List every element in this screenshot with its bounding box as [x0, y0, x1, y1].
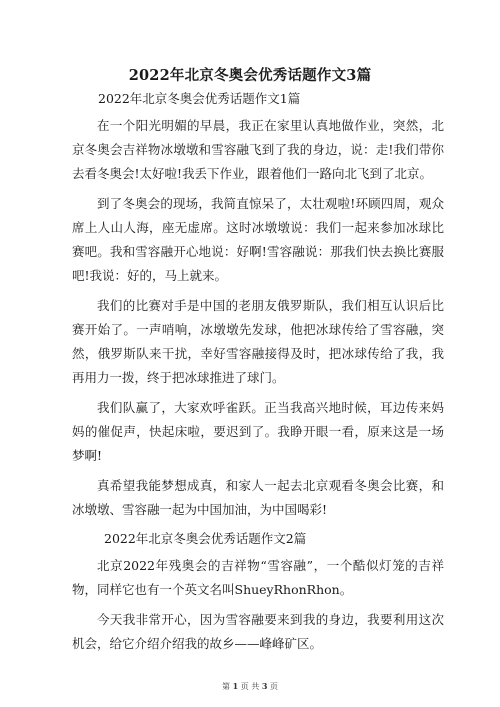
footer-suffix: 页 [269, 682, 278, 691]
section-heading-2: 2022年北京冬奥会优秀话题作文2篇 [104, 531, 307, 546]
paragraph: 我们的比赛对手是中国的老朋友俄罗斯队，我们相互认识后比赛开始了。一声哨响，冰墩墩先发球，他把冰球传给了雪容融，突然，俄罗斯队来干扰，幸好雪容融接得及时，把冰球传给了我，我再用力一拨，终于把冰球推进了球门。 [72, 298, 444, 385]
paragraph: 在一个阳光明媚的早晨，我正在家里认真地做作业，突然，北京冬奥会吉祥物冰墩墩和雪容融飞到了我的身边，说：走!我们带你去看冬奥会!太好啦!我丢下作业，跟着他们一路向北飞到了北京。 [72, 118, 444, 181]
paragraph: 真希望我能梦想成真，和家人一起去北京观看冬奥会比赛，和冰墩墩、雪容融一起为中国加油，为中国喝彩! [72, 478, 444, 517]
page-footer [0, 681, 500, 692]
section-heading-1: 2022年北京冬奥会优秀话题作文1篇 [98, 91, 301, 106]
paragraph: 今天我非常开心，因为雪容融要来到我的身边，我要利用这次机会，给它介绍介绍我的故乡——峰峰矿区。 [72, 612, 444, 651]
footer-prefix: 第 [222, 682, 231, 691]
footer-page-number: 1 [232, 681, 239, 691]
document-body [72, 88, 444, 662]
document-title: 2022年北京冬奥会优秀话题作文3篇 [128, 67, 372, 84]
footer-total-pages: 3 [261, 681, 268, 691]
paragraph: 到了冬奥会的现场，我简直惊呆了，太壮观啦!环顾四周，观众席上人山人海，座无虚席。这时冰墩墩说：我们一起来参加冰球比赛吧。我和雪容融开心地说：好啊!雪容融说：那我们快去换比赛服吧!我说：好的，马上就来。 [72, 196, 444, 283]
footer-middle: 页 共 [240, 682, 260, 691]
paragraph: 北京2022年残奥会的吉祥物“雪容融”，一个酷似灯笼的吉祥物，同样它也有一个英文名叫ShueyRhonRhon。 [72, 558, 444, 597]
paragraph: 我们队赢了，大家欢呼雀跃。正当我高兴地时候，耳边传来妈妈的催促声，快起床啦，要迟到了。我睁开眼一看，原来这是一场梦啊! [72, 400, 444, 463]
